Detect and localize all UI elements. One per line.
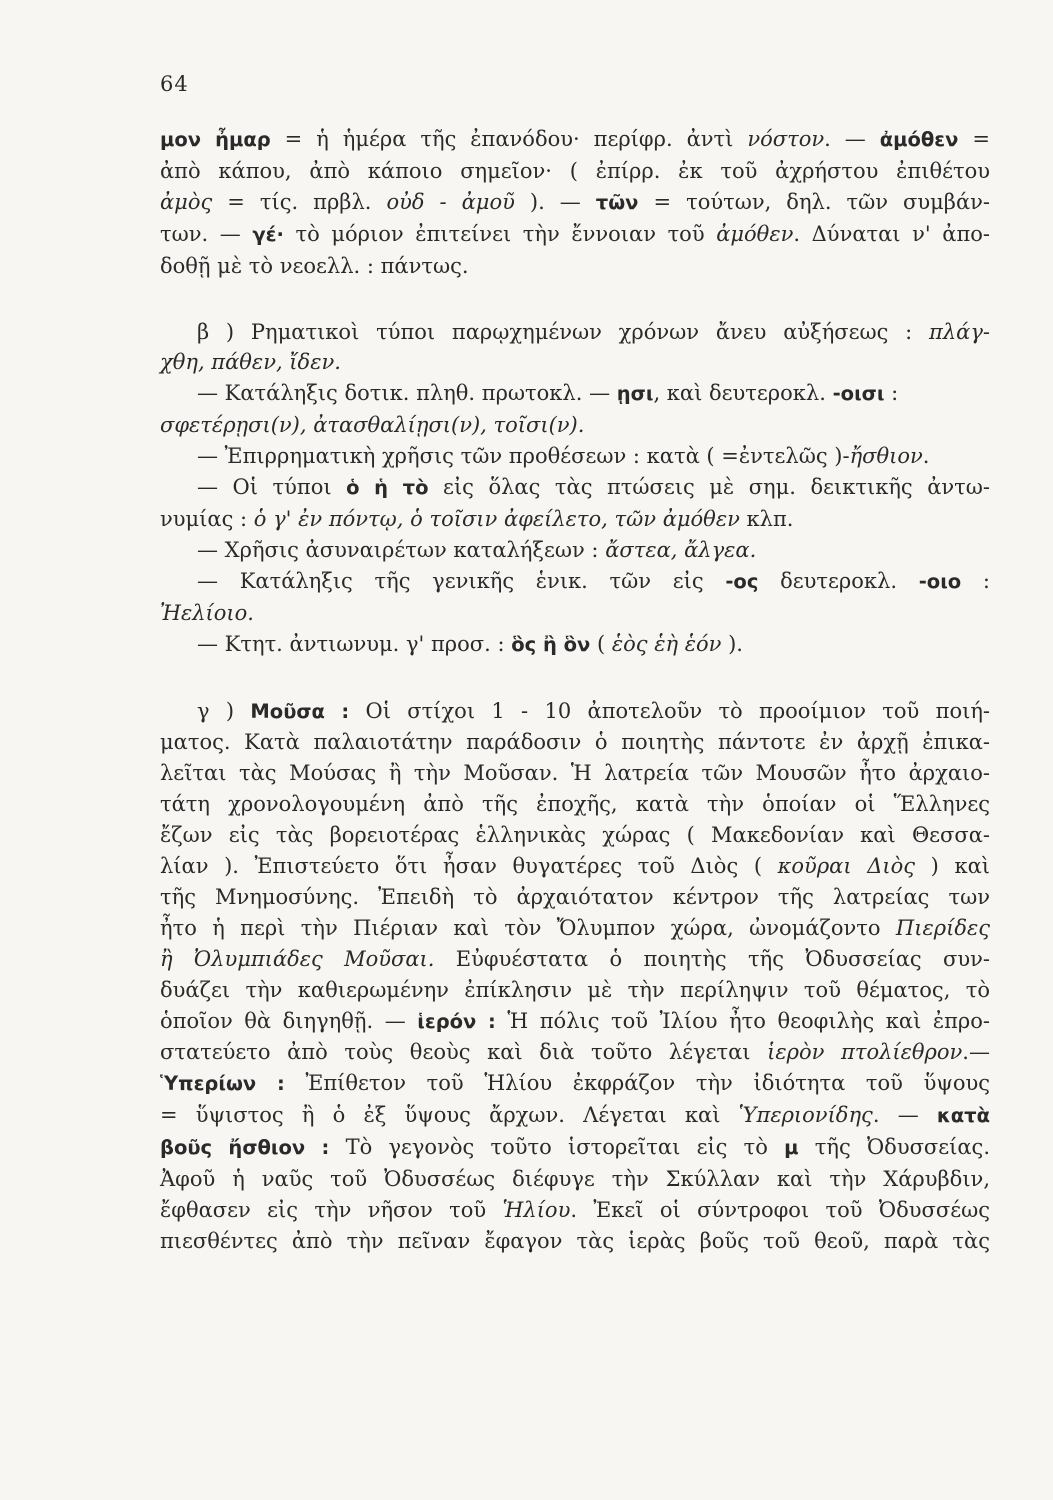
text-run: Εὐφυέστατα ὁ ποιητὴς τῆς Ὀδυσσείας συν- [434,946,990,971]
italic-term: ἢ Ὀλυμπιάδες Μοῦσαι. [160,946,435,971]
bold-term: ἱερόν : [417,1009,496,1033]
text-run: ἔζων εἰς τὰς βορειοτέρας ἑλληνικὰς χώρας ( Μακεδονίαν καὶ Θεσσα- [160,823,990,848]
bold-term: -οισι [832,382,885,406]
text-run: τῆς Ὀδυσσείας. [798,1135,990,1160]
italic-term: Ἠελίοιο. [160,600,254,625]
text-line [160,789,990,820]
text-line [160,472,990,504]
text-line [160,410,990,441]
text-line [160,851,990,882]
text-run: δευτεροκλ. [758,568,919,593]
text-run: — Χρῆσις ἀσυναιρέτων καταλήξεων : [197,537,606,562]
italic-term: ὁ γ' ἐν πόντῳ, ὁ τοῖσιν ἀφείλετο, τῶν ἀμόθεν [253,506,740,531]
text-run: β ) Ρηματικοὶ τύποι παρῳχημένων χρόνων ἄνευ αὐξήσεως : [197,319,930,344]
italic-term: χθη, πάθεν, ἴδεν. [160,350,341,375]
text-line [160,1132,990,1164]
text-line [160,629,990,661]
text-run: Ἀφοῦ ἡ ναῦς τοῦ Ὀδυσσέως διέφυγε τὴν Σκύλλαν καὶ τὴν Χάρυβδιν, [160,1167,990,1192]
text-run: . Δύναται ν' ἀπο- [793,221,990,246]
text-run: = [958,127,990,151]
text-run: νυμίας : [160,506,254,531]
text-run: = ὕψιστος ἢ ὁ ἐξ ὕψους ἄρχων. Λέγεται καὶ [160,1103,739,1128]
italic-term: ἤσθιον [849,444,923,469]
text-line [160,251,990,282]
text-run: τάτη χρονολογουμένη ἀπὸ τῆς ἐποχῆς, κατὰ τὴν ὁποίαν οἱ Ἕλληνες [160,792,990,817]
text-line [160,1226,990,1257]
text-run: . — [824,127,880,151]
text-run: Οἱ στίχοι 1 - 10 ἀποτελοῦν τὸ προοίμιον τοῦ ποιή- [349,698,990,723]
bold-term: ὃς ἢ ὃν [511,632,591,656]
bold-term: μον ἦμαρ [160,128,271,151]
text-line [160,441,990,472]
text-run: — Οἱ τύποι [197,475,347,500]
text-run: εἰς ὅλας τὰς πτώσεις μὲ σημ. δεικτικῆς ἀντω- [428,475,990,500]
text-run: = τίς. πρβλ. [212,189,387,214]
text-run: ). [721,631,743,656]
text-run: τῆς Μνημοσύνης. Ἐπειδὴ τὸ ἀρχαιότατον κέντρον τῆς λατρείας των [160,884,990,909]
text-line [160,758,990,789]
text-run: ὁποῖον θὰ διηγηθῇ. — [160,1008,418,1033]
text-run: Τὸ γεγονὸς τοῦτο ἱστορεῖται εἰς τὸ [329,1135,785,1160]
section-intro [160,124,990,282]
text-run: λεῖται τὰς Μούσας ἢ τὴν Μοῦσαν. Ἡ λατρεία τῶν Μουσῶν ἦτο ἀρχαιο- [160,761,990,786]
text-line [160,944,990,975]
page-number: 64 [160,72,189,96]
italic-term: κοῦραι Διὸς [777,854,916,879]
bold-term: -οιο [918,569,962,593]
section-gap [160,282,990,317]
text-run: . Ἐκεῖ οἱ σύντροφοι τοῦ Ὀδυσσέως [570,1198,990,1222]
text-run: δυάζει τὴν καθιερωμένην ἐπίκλησιν μὲ τὴν περίληψιν τοῦ θέματος, τὸ [160,977,990,1002]
text-run: — Ἐπιρρηματικὴ χρῆσις τῶν προθέσεων : κατὰ ( =ἐντελῶς )- [197,444,850,469]
text-run: γ ) [197,698,251,723]
text-line [160,696,990,728]
italic-term: ἱερὸν πτολίεθρον [767,1040,963,1065]
text-line [160,347,990,378]
text-run: .— [962,1040,990,1065]
text-line [160,156,990,187]
text-run: ἀπὸ κάπου, ἀπὸ κάποιο σημεῖον· ( ἐπίρρ. ἐκ τοῦ ἀχρήστου ἐπιθέτου [160,158,990,183]
bold-term: Ὑπερίων : [160,1072,285,1096]
section-gap [160,661,990,696]
italic-term: Ὑπεριονίδης [738,1103,873,1128]
text-run: ) καὶ [915,854,990,879]
italic-term: Πιερίδες [895,915,990,940]
text-line [160,1037,990,1068]
bold-term: κατὰ [936,1104,991,1128]
text-line [160,317,990,348]
text-line [160,187,990,219]
text-run: — Κατάληξις τῆς γενικῆς ἑνικ. τῶν εἰς [197,568,726,593]
text-line [160,1195,990,1226]
italic-term: ἀμόθεν [716,221,794,246]
italic-term: πλάγ- [929,319,990,344]
italic-term: νόστον [747,127,825,151]
text-line [160,882,990,913]
italic-term: Ἡλίου [502,1198,571,1222]
text-run: = ἡ ἡμέρα τῆς ἐπανόδου· περίφρ. ἀντὶ [270,127,748,151]
text-run: κλπ. [739,506,794,531]
text-run: στατεύετο ἀπὸ τοὺς θεοὺς καὶ διὰ τοῦτο λέγεται [160,1040,768,1065]
section-gamma [160,696,990,1257]
text-run: δοθῇ μὲ τὸ νεοελλ. : πάντως. [160,253,469,278]
text-line [160,504,990,535]
bold-term: ῃσι [616,382,654,406]
text-line [160,1068,990,1100]
text-line [160,124,990,156]
text-line [160,598,990,629]
text-run: : [884,381,899,406]
bold-term: ὁ ἡ τὸ [346,476,429,500]
text-run: . [922,444,930,469]
text-line [160,535,990,566]
text-run: ἦτο ἡ περὶ τὴν Πιέριαν καὶ τὸν Ὄλυμπον χώρα, ὠνομάζοντο [160,915,896,940]
bold-term: ἀμόθεν [879,128,959,151]
bold-term: Μοῦσα : [250,699,350,723]
text-line [160,219,990,251]
text-run: των. — [160,221,253,246]
text-run: ἔφθασεν εἰς τὴν νῆσον τοῦ [160,1198,503,1222]
section-beta [160,317,990,661]
text-run: ( [590,631,612,656]
italic-term: οὐδ - ἀμοῦ [386,189,515,214]
text-line [160,1100,990,1132]
text-run: = τούτων, δηλ. τῶν συμβάν- [638,189,990,214]
text-line [160,378,990,410]
italic-term: ἀμὸς [160,189,213,214]
text-run: ). — [514,189,596,214]
text-run: : [961,568,990,593]
text-run: , καὶ δευτεροκλ. [653,381,833,406]
italic-term: ἑὸς ἑὴ ἑόν [611,631,722,656]
text-line [160,975,990,1006]
text-line [160,1006,990,1038]
text-run: λίαν ). Ἐπιστεύετο ὅτι ἦσαν θυγατέρες τοῦ Διὸς ( [160,854,778,879]
bold-term: βοῦς ἤσθιον : [160,1136,330,1160]
text-run: — Κτητ. ἀντιωνυμ. γ' προσ. : [197,631,512,656]
text-line [160,727,990,758]
italic-term: ἄστεα, ἄλγεα. [605,537,757,562]
text-line [160,913,990,944]
text-line [160,566,990,598]
text-run: . — [872,1103,937,1128]
text-line [160,820,990,851]
bold-term: γέ· [252,222,284,246]
text-run: ματος. Κατὰ παλαιοτάτην παράδοσιν ὁ ποιητὴς πάντοτε ἐν ἀρχῇ ἐπικα- [160,730,990,755]
text-run: τὸ μόριον ἐπιτείνει τὴν ἔννοιαν τοῦ [283,221,717,246]
italic-term: σφετέρῃσι(ν), ἀτασθαλίῃσι(ν), τοῖσι(ν). [160,413,585,438]
bold-term: τῶν [595,190,639,214]
text-run: — Κατάληξις δοτικ. πληθ. πρωτοκλ. — [197,381,617,406]
bold-term: -ος [725,569,759,593]
text-run: πιεσθέντες ἀπὸ τὴν πεῖναν ἔφαγον τὰς ἱερὰς βοῦς τοῦ θεοῦ, παρὰ τὰς [160,1228,990,1253]
text-run: Ἐπίθετον τοῦ Ἡλίου ἐκφράζον τὴν ἰδιότητα τοῦ ὕψους [284,1071,991,1096]
text-run: Ἡ πόλις τοῦ Ἰλίου ἦτο θεοφιλὴς καὶ ἐπρο- [495,1008,991,1033]
bold-term: μ [784,1136,799,1160]
text-block [160,124,990,1257]
text-line [160,1164,990,1195]
